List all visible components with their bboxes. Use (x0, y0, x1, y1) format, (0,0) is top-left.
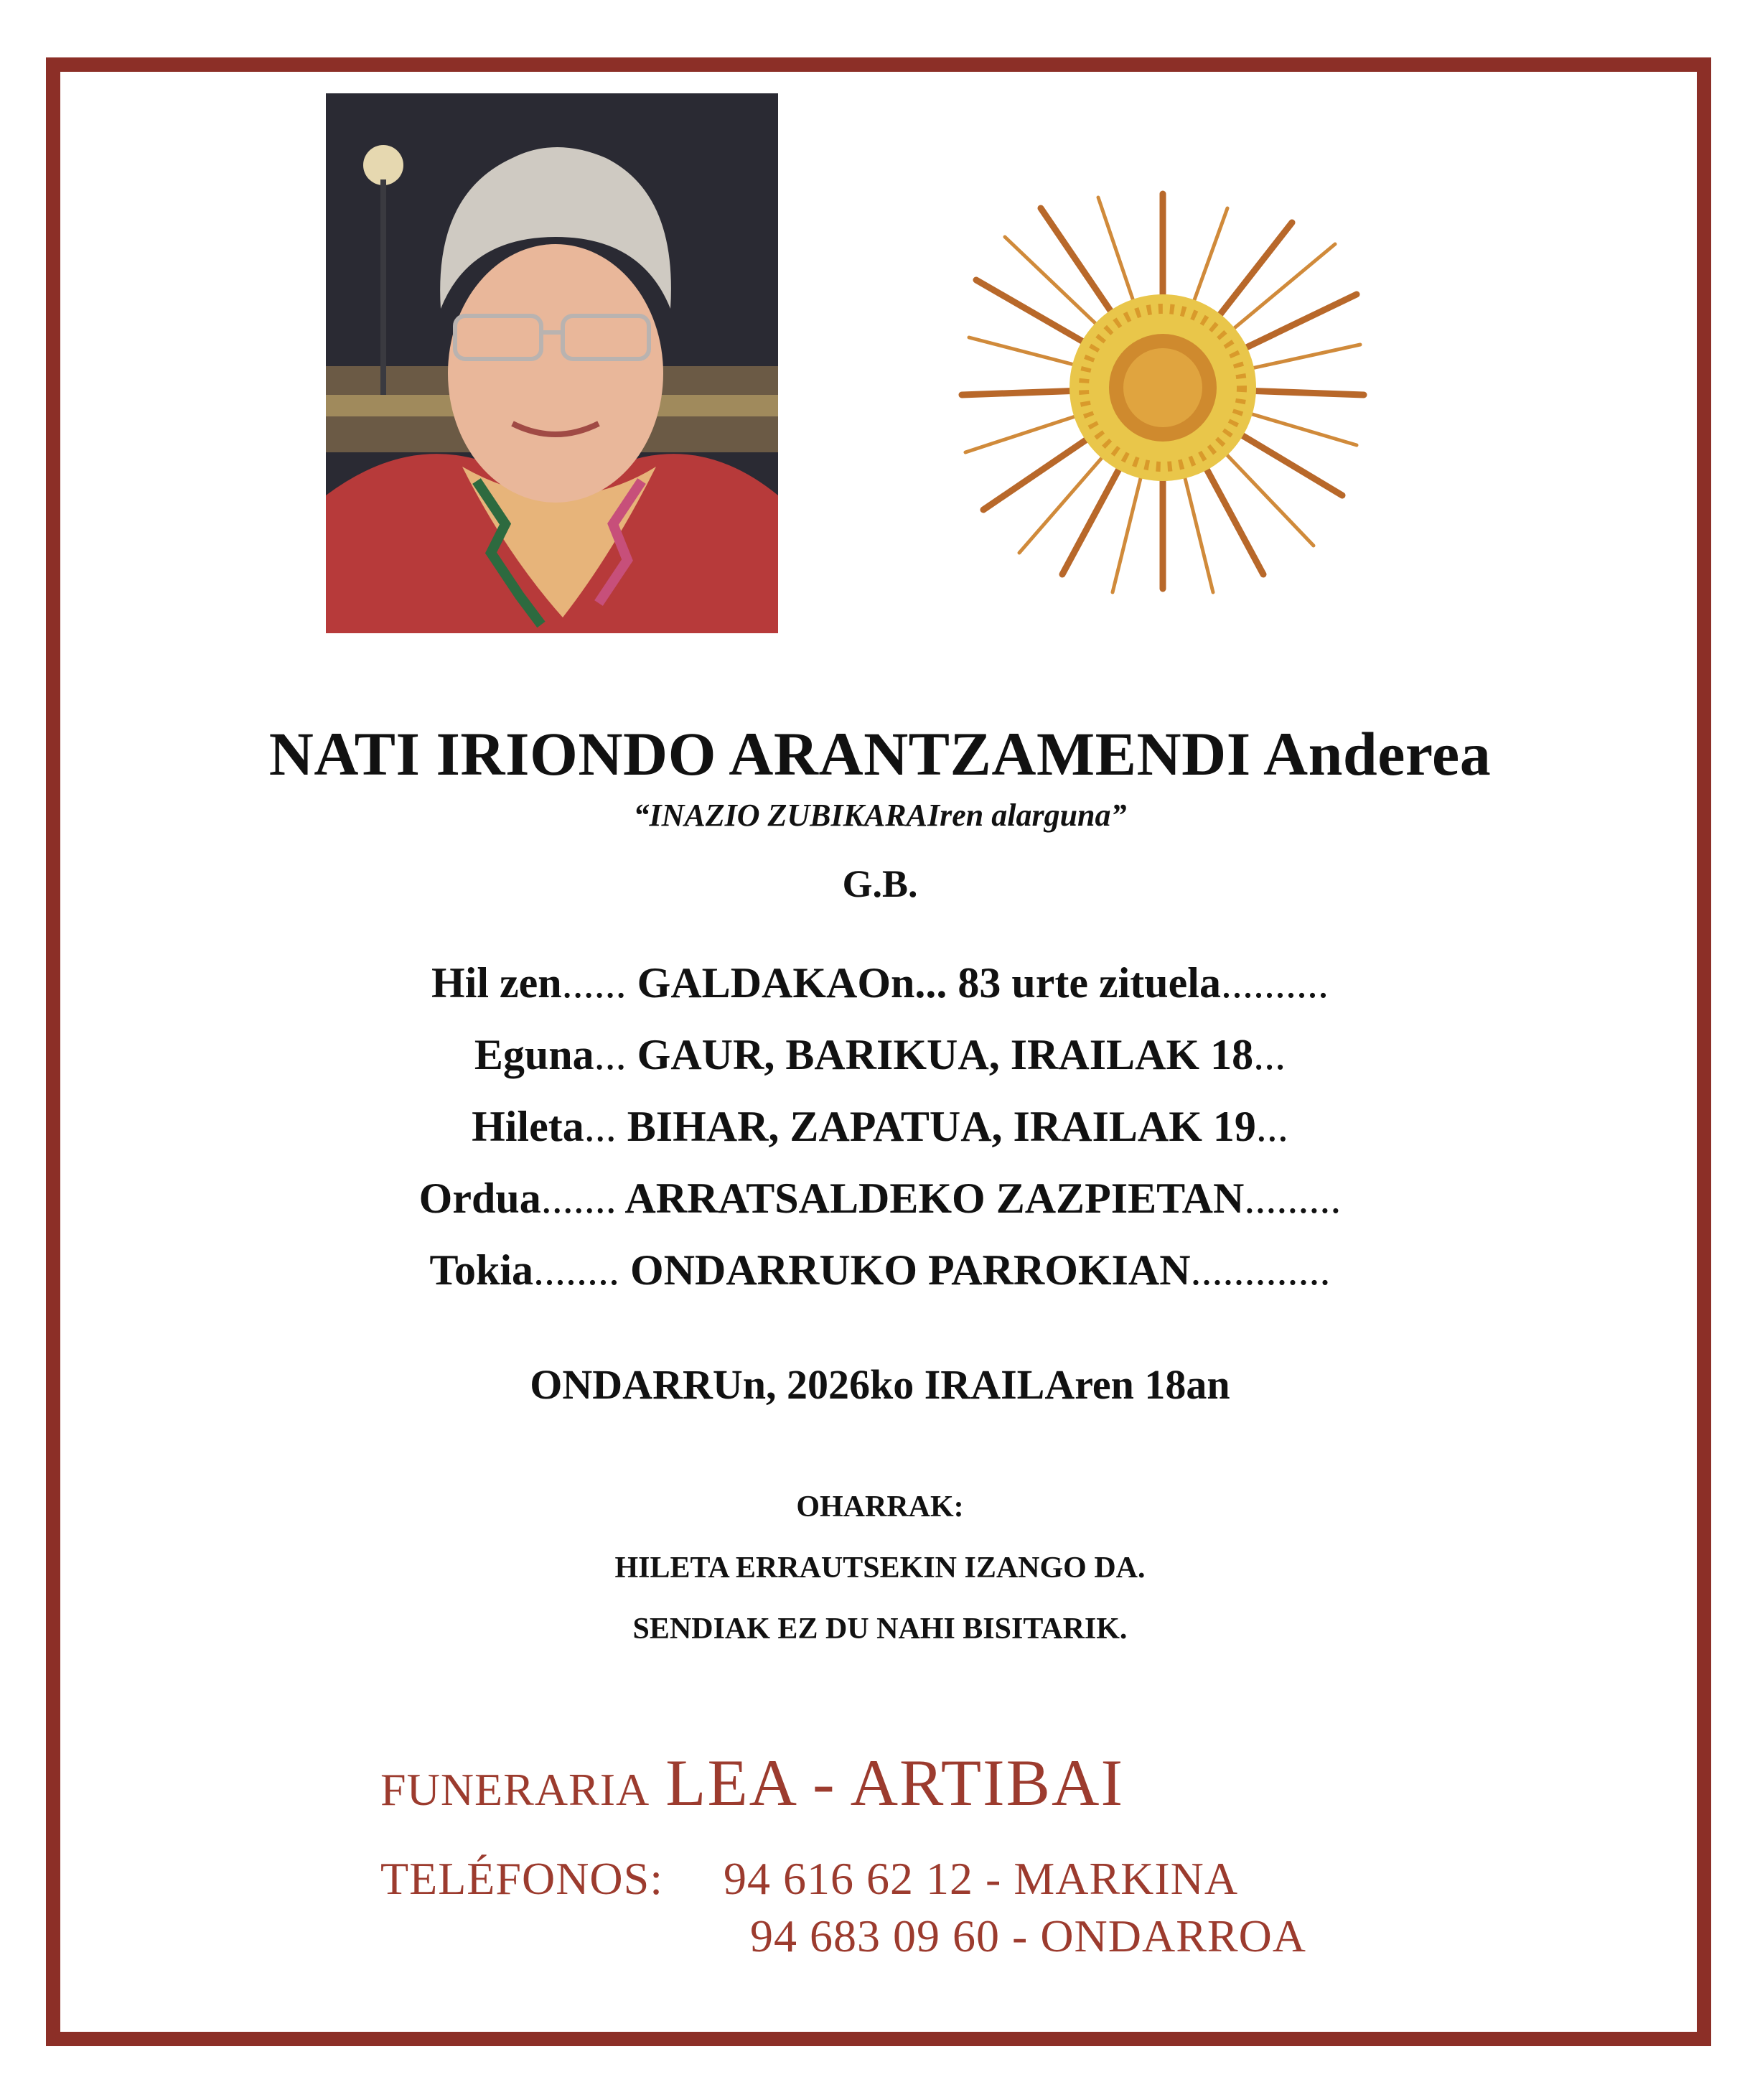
widow-of-line: “INAZIO ZUBIKARAIren alarguna” (633, 798, 1127, 833)
funeral-phone-line (380, 1852, 1238, 1905)
detail-place: Tokia........ ONDARRUKO PARROKIAN............. (429, 1246, 1331, 1294)
funeral-home-title (380, 1745, 1124, 1821)
funeral-brand: LEA - ARTIBAI (665, 1746, 1125, 1819)
notes-title: OHARRAK: (796, 1490, 964, 1523)
detail-death-place: Hil zen...... GALDAKAOn... 83 urte zituela.......... (431, 959, 1329, 1007)
detail-time: Ordua....... ARRATSALDEKO ZAZPIETAN......... (418, 1175, 1342, 1222)
gb-abbreviation: G.B. (842, 862, 918, 905)
phones-label: TELÉFONOS: (380, 1853, 663, 1904)
thistle-flower-icon (955, 179, 1371, 596)
note-line: SENDIAK EZ DU NAHI BISITARIK. (632, 1613, 1128, 1646)
detail-day: Eguna... GAUR, BARIKUA, IRAILAK 18... (474, 1031, 1286, 1078)
note-line: HILETA ERRAUTSEKIN IZANGO DA. (614, 1551, 1146, 1585)
deceased-name: NATI IRIONDO ARANTZAMENDI Anderea (268, 719, 1492, 788)
place-date: ONDARRUn, 2026ko IRAILAren 18an (530, 1361, 1230, 1408)
detail-funeral: Hileta... BIHAR, ZAPATUA, IRAILAK 19... (472, 1103, 1288, 1150)
funeral-label: FUNERARIA (380, 1764, 650, 1815)
phone-ondarroa: 94 683 09 60 - ONDARROA (750, 1910, 1306, 1961)
phone-markina: 94 616 62 12 - MARKINA (724, 1853, 1239, 1904)
portrait-photo (326, 93, 778, 633)
